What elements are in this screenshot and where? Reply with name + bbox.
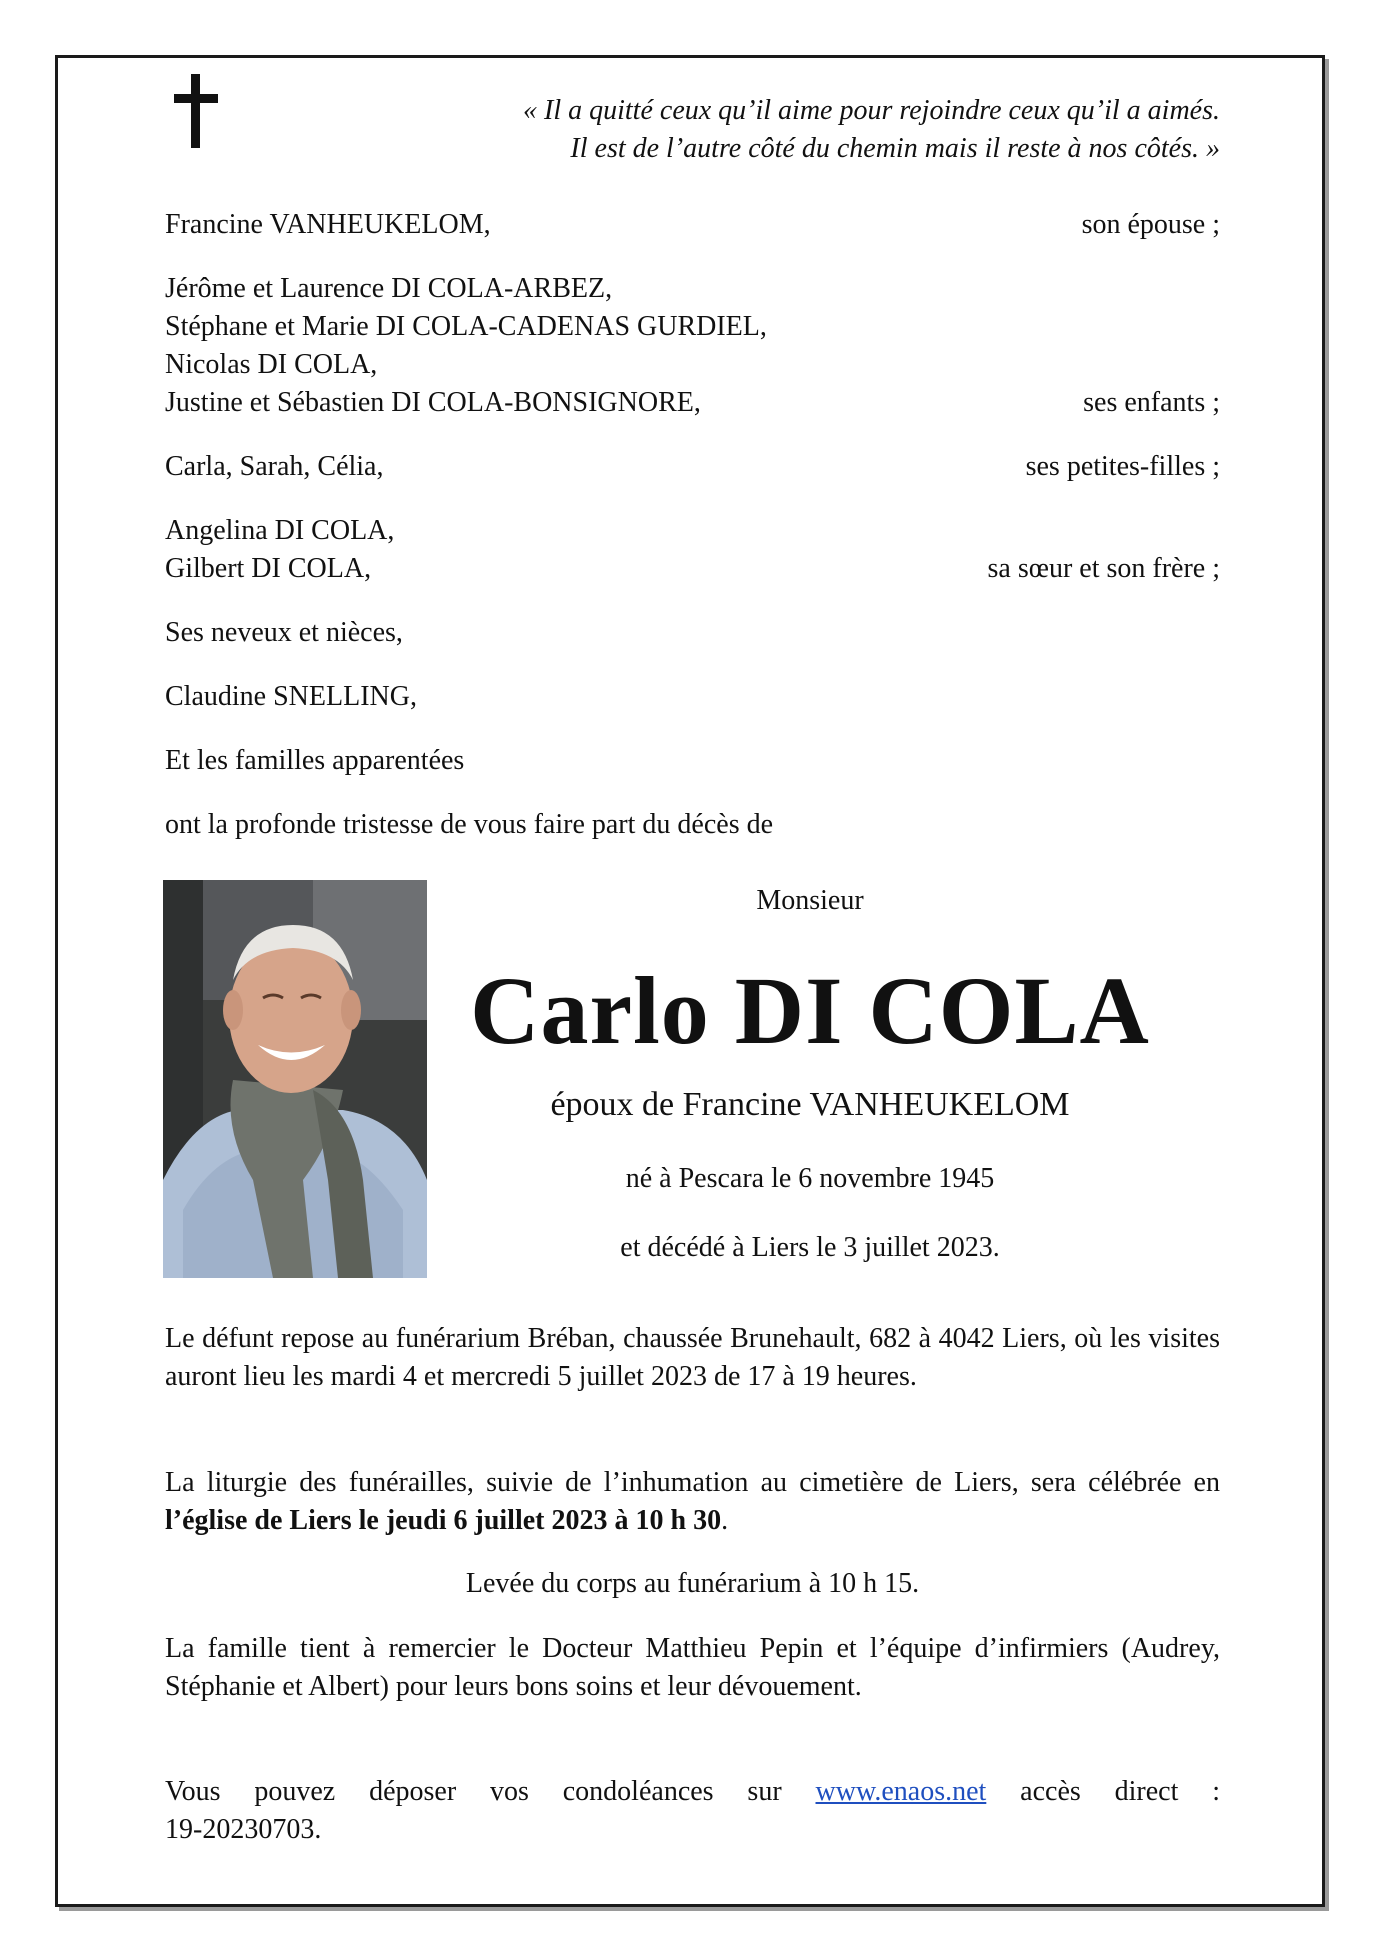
death-line: et décédé à Liers le 3 juillet 2023. — [620, 1232, 1000, 1263]
liturgy-paragraph — [165, 1464, 1220, 1540]
family-name: Francine VANHEUKELOM, — [165, 209, 491, 240]
condolences-paragraph — [165, 1773, 1220, 1811]
liturgy-text: La liturgie des funérailles, suivie de l’inhumation au cimetière de Liers, sera célébrée en — [165, 1467, 1220, 1498]
family-name: Nicolas DI COLA, — [165, 349, 378, 380]
quote-line-2: Il est de l’autre côté du chemin mais il reste à nos côtés. » — [570, 133, 1220, 164]
portrait-photo — [163, 880, 427, 1278]
cross-icon — [172, 74, 220, 148]
condolences-link[interactable]: www.enaos.net — [815, 1776, 987, 1807]
condolences-text: Vous pouvez déposer vos condoléances sur — [165, 1776, 816, 1807]
family-name: Claudine SNELLING, — [165, 681, 417, 712]
family-row — [165, 678, 1220, 716]
family-name: Gilbert DI COLA, — [165, 553, 372, 584]
levee-line: Levée du corps au funérarium à 10 h 15. — [465, 1568, 920, 1599]
family-relation: ses petites-filles ; — [1025, 451, 1220, 482]
family-name: Carla, Sarah, Célia, — [165, 451, 384, 482]
family-row — [165, 448, 1220, 486]
epigraph-quote — [320, 92, 1220, 168]
family-name: Et les familles apparentées — [165, 745, 465, 776]
family-row — [165, 206, 1220, 244]
family-row — [165, 614, 1220, 652]
family-row — [165, 742, 1220, 780]
family-name: Jérôme et Laurence DI COLA-ARBEZ, — [165, 273, 613, 304]
family-name: Angelina DI COLA, — [165, 515, 395, 546]
deceased-name: Carlo DI COLA — [470, 957, 1150, 1064]
condolences-code: 19-20230703. — [165, 1814, 322, 1845]
family-name: Stéphane et Marie DI COLA-CADENAS GURDIEL, — [165, 311, 767, 342]
family-name: Justine et Sébastien DI COLA-BONSIGNORE, — [165, 387, 701, 418]
family-relation: sa sœur et son frère ; — [987, 553, 1220, 584]
spouse-line: époux de Francine VANHEUKELOM — [550, 1086, 1070, 1123]
condolences-text-end: accès direct : — [986, 1776, 1221, 1807]
thanks-paragraph: La famille tient à remercier le Docteur Matthieu Pepin et l’équipe d’infirmiers (Audrey, Stéphanie et Albert) pour leurs bons soins et leur dévouement. — [165, 1633, 1220, 1702]
family-row — [165, 512, 1220, 588]
quote-line-1: « Il a quitté ceux qu’il aime pour rejoindre ceux qu’il a aimés. — [523, 95, 1220, 126]
liturgy-end: . — [721, 1505, 729, 1536]
family-name: Ses neveux et nièces, — [165, 617, 403, 648]
family-row — [165, 270, 1220, 422]
rest-paragraph: Le défunt repose au funérarium Bréban, chaussée Brunehault, 682 à 4042 Liers, où les visites auront lieu les mardi 4 et mercredi 5 juillet 2023 de 17 à 19 heures. — [165, 1323, 1220, 1392]
announcement-text: ont la profonde tristesse de vous faire part du décès de — [165, 809, 774, 840]
birth-line: né à Pescara le 6 novembre 1945 — [625, 1163, 995, 1194]
liturgy-highlight: l’église de Liers le jeudi 6 juillet 2023 à 10 h 30 — [165, 1505, 722, 1536]
family-relation: son épouse ; — [1081, 209, 1220, 240]
family-relation: ses enfants ; — [1083, 387, 1220, 418]
title-monsieur: Monsieur — [756, 885, 864, 916]
